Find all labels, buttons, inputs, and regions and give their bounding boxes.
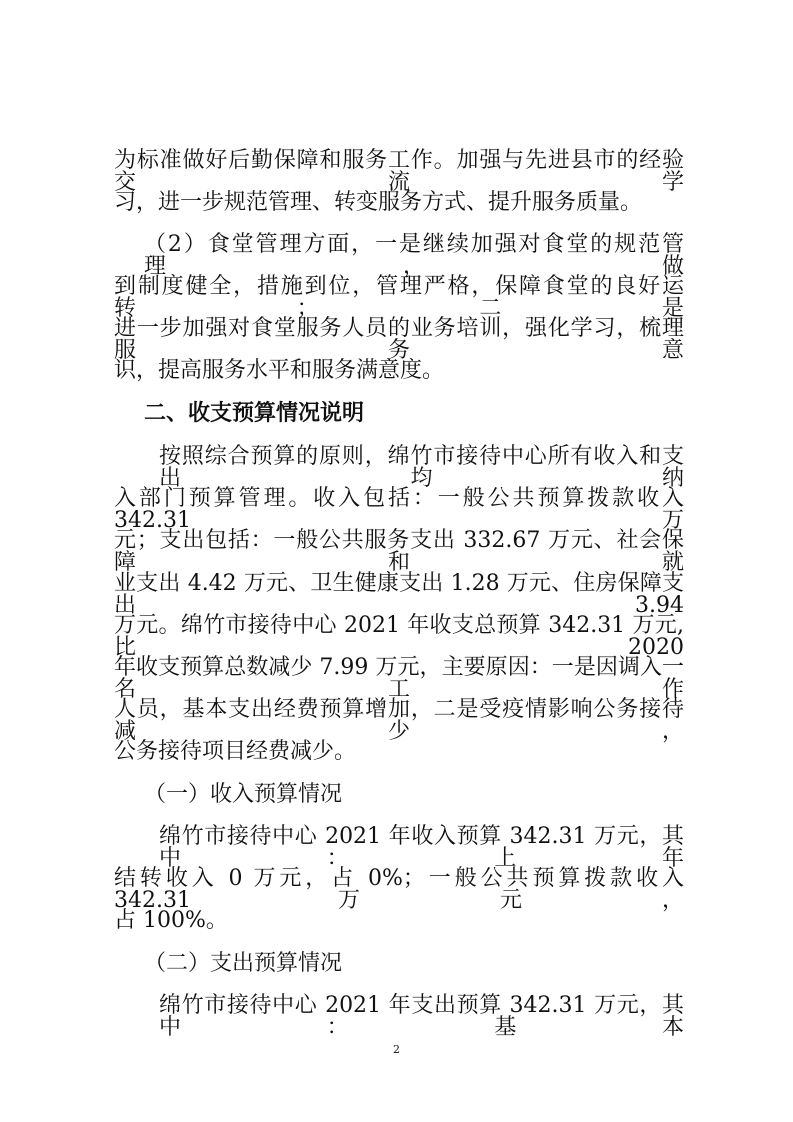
paragraph-line: 习，进一步规范管理、转变服务方式、提升服务质量。 <box>114 190 643 215</box>
paragraph-line: 按照综合预算的原则，绵竹市接待中心所有收入和支出均纳 <box>159 444 684 491</box>
paragraph-line: 结转收入 0 万元，占 0%；一般公共预算拨款收入 342.31 万元， <box>114 866 684 913</box>
paragraph-line: 识，提高服务水平和服务满意度。 <box>114 358 445 383</box>
paragraph-line: 绵竹市接待中心 2021 年支出预算 342.31 万元，其中：基本 <box>159 993 684 1040</box>
subsection-heading: （二）支出预算情况 <box>144 951 343 976</box>
paragraph-line: 万元。绵竹市接待中心 2021 年收支总预算 342.31 万元,比 2020 <box>114 613 684 660</box>
paragraph-line: 为标准做好后勤保障和服务工作。加强与先进县市的经验交流学 <box>114 148 684 195</box>
paragraph-line: 进一步加强对食堂服务人员的业务培训，强化学习，梳理服务意 <box>114 316 684 363</box>
paragraph-line: （2）食堂管理方面，一是继续加强对食堂的规范管理，做 <box>144 232 684 279</box>
paragraph-line: 年收支预算总数减少 7.99 万元，主要原因：一是因调入一名工作 <box>114 655 684 702</box>
paragraph-line: 绵竹市接待中心 2021 年收入预算 342.31 万元，其中：上年 <box>159 824 684 871</box>
paragraph-line: 占 100%。 <box>114 908 228 933</box>
page-number: 2 <box>393 1043 400 1056</box>
subsection-heading: （一）收入预算情况 <box>144 782 343 807</box>
paragraph-line: 元；支出包括：一般公共服务支出 332.67 万元、社会保障和就 <box>114 528 684 575</box>
paragraph-line: 入部门预算管理。收入包括：一般公共预算拨款收入 342.31 万 <box>114 486 684 533</box>
paragraph-line: 公务接待项目经费减少。 <box>114 739 357 764</box>
paragraph-line: 人员，基本支出经费预算增加，二是受疫情影响公务接待减少， <box>114 697 684 744</box>
section-heading: 二、收支预算情况说明 <box>144 401 365 426</box>
paragraph-line: 到制度健全，措施到位，管理严格，保障食堂的良好运转；二是 <box>114 274 684 321</box>
paragraph-line: 业支出 4.42 万元、卫生健康支出 1.28 万元、住房保障支出 3.94 <box>114 571 684 618</box>
